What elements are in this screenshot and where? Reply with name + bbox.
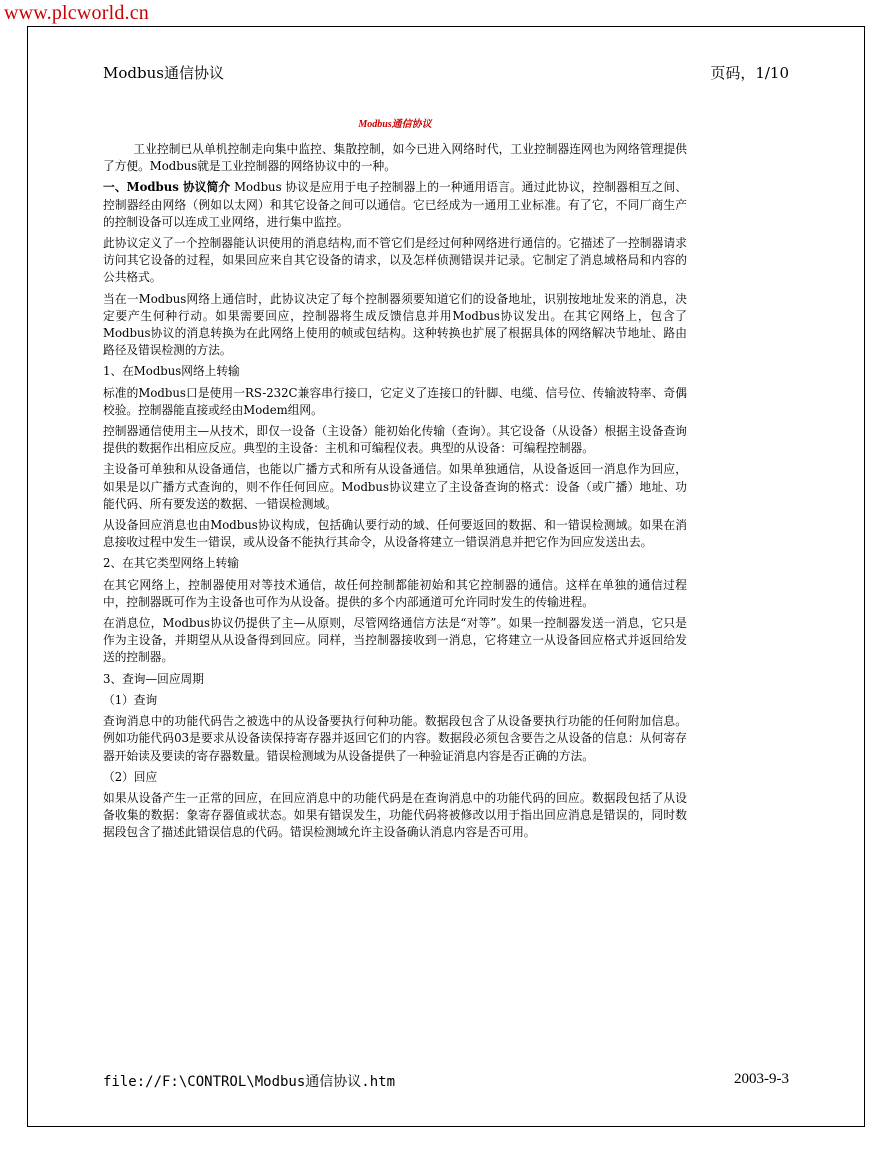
subheading: 3、查询—回应周期 xyxy=(103,671,204,686)
section-1-paragraph xyxy=(103,179,687,231)
paragraph: 如果从设备产生一正常的回应，在回应消息中的功能代码是在查询消息中的功能代码的回应。数据段包括了从设备收集的数据：象寄存器值或状态。如果有错误发生，功能代码将被修改以用于指出回应消息是错误的，同时数据段包含了描述此错误信息的代码。错误检测域允许主设备确认消息内容是否可用。 xyxy=(103,790,687,840)
subheading: 1、在Modbus网络上转输 xyxy=(103,364,240,379)
watermark-link[interactable]: www.plcworld.cn xyxy=(4,2,150,24)
paragraph: 在消息位，Modbus协议仍提供了主—从原则，尽管网络通信方法是“对等”。如果一控制器发送一消息，它只是作为主设备，并期望从从设备得到回应。同样，当控制器接收到一消息，它将建立一从设备回应格式并返回给发送的控制器。 xyxy=(103,616,687,665)
intro-paragraph: 工业控制已从单机控制走向集中监控、集散控制，如今已进入网络时代，工业控制器连网也为网络管理提供了方便。Modbus就是工业控制器的网络协议中的一种。 xyxy=(103,142,687,174)
subheading: （1）查询 xyxy=(103,692,158,707)
document-title: Modbus通信协议 xyxy=(358,119,432,130)
paragraph: 在其它网络上，控制器使用对等技术通信，故任何控制都能初始和其它控制器的通信。这样在单独的通信过程中，控制器既可作为主设备也可作为从设备。提供的多个内部通道可允许同时发生的传输进程。 xyxy=(103,577,687,609)
paragraph: 查询消息中的功能代码告之被选中的从设备要执行何种功能。数据段包含了从设备要执行功能的任何附加信息。例如功能代码03是要求从设备读保持寄存器并返回它们的内容。数据段必须包含要告之从设备的信息：从何寄存器开始读及要读的寄存器数量。错误检测域为从设备提供了一种验证消息内容是否正确的方法。 xyxy=(103,714,687,763)
paragraph: 当在一Modbus网络上通信时，此协议决定了每个控制器须要知道它们的设备地址，识别按地址发来的消息，决定要产生何种行动。如果需要回应，控制器将生成反馈信息并用Modbus协议发出。在其它网络上，包含了Modbus协议的消息转换为在此网络上使用的帧或包结构。这种转换也扩展了根据具体的网络解决节地址、路由路径及错误检测的方法。 xyxy=(103,291,687,358)
page-header-title: Modbus通信协议 xyxy=(103,64,224,82)
document-body xyxy=(103,141,687,846)
paragraph: 标准的Modbus口是使用一RS-232C兼容串行接口，它定义了连接口的针脚、电缆、信号位、传输波特率、奇偶校验。控制器能直接或经由Modem组网。 xyxy=(103,385,687,417)
paragraph: 控制器通信使用主—从技术，即仅一设备（主设备）能初始化传输（查询）。其它设备（从设备）根据主设备查询提供的数据作出相应反应。典型的主设备：主机和可编程仪表。典型的从设备：可编程控制器。 xyxy=(103,424,687,456)
footer-file-path: file://F:\CONTROL\Modbus通信协议.htm xyxy=(103,1074,396,1090)
footer-date: 2003-9-3 xyxy=(734,1071,789,1087)
page-number: 页码，1/10 xyxy=(710,64,789,82)
paragraph: 此协议定义了一个控制器能认识使用的消息结构,而不管它们是经过何种网络进行通信的。它描述了一控制器请求访问其它设备的过程，如果回应来自其它设备的请求，以及怎样侦测错误并记录。它制定了消息域格局和内容的公共格式。 xyxy=(103,236,687,285)
subheading: 2、在其它类型网络上转输 xyxy=(103,556,239,571)
section-1-heading: 一、Modbus 协议简介 xyxy=(103,180,231,195)
section-1-text: Modbus 协议是应用于电子控制器上的一种通用语言。通过此协议，控制器相互之间、控制器经由网络（例如以太网）和其它设备之间可以通信。它已经成为一通用工业标准。有了它，不同厂商生产的控制设备可以连成工业网络，进行集中监控。 xyxy=(103,180,687,229)
subheading: （2）回应 xyxy=(103,769,158,784)
paragraph: 主设备可单独和从设备通信，也能以广播方式和所有从设备通信。如果单独通信，从设备返回一消息作为回应，如果是以广播方式查询的，则不作任何回应。Modbus协议建立了主设备查询的格式：设备（或广播）地址、功能代码、所有要发送的数据、一错误检测域。 xyxy=(103,462,687,511)
paragraph: 从设备回应消息也由Modbus协议构成，包括确认要行动的域、任何要返回的数据、和一错误检测域。如果在消息接收过程中发生一错误，或从设备不能执行其命令，从设备将建立一错误消息并把它作为回应发送出去。 xyxy=(103,518,687,550)
